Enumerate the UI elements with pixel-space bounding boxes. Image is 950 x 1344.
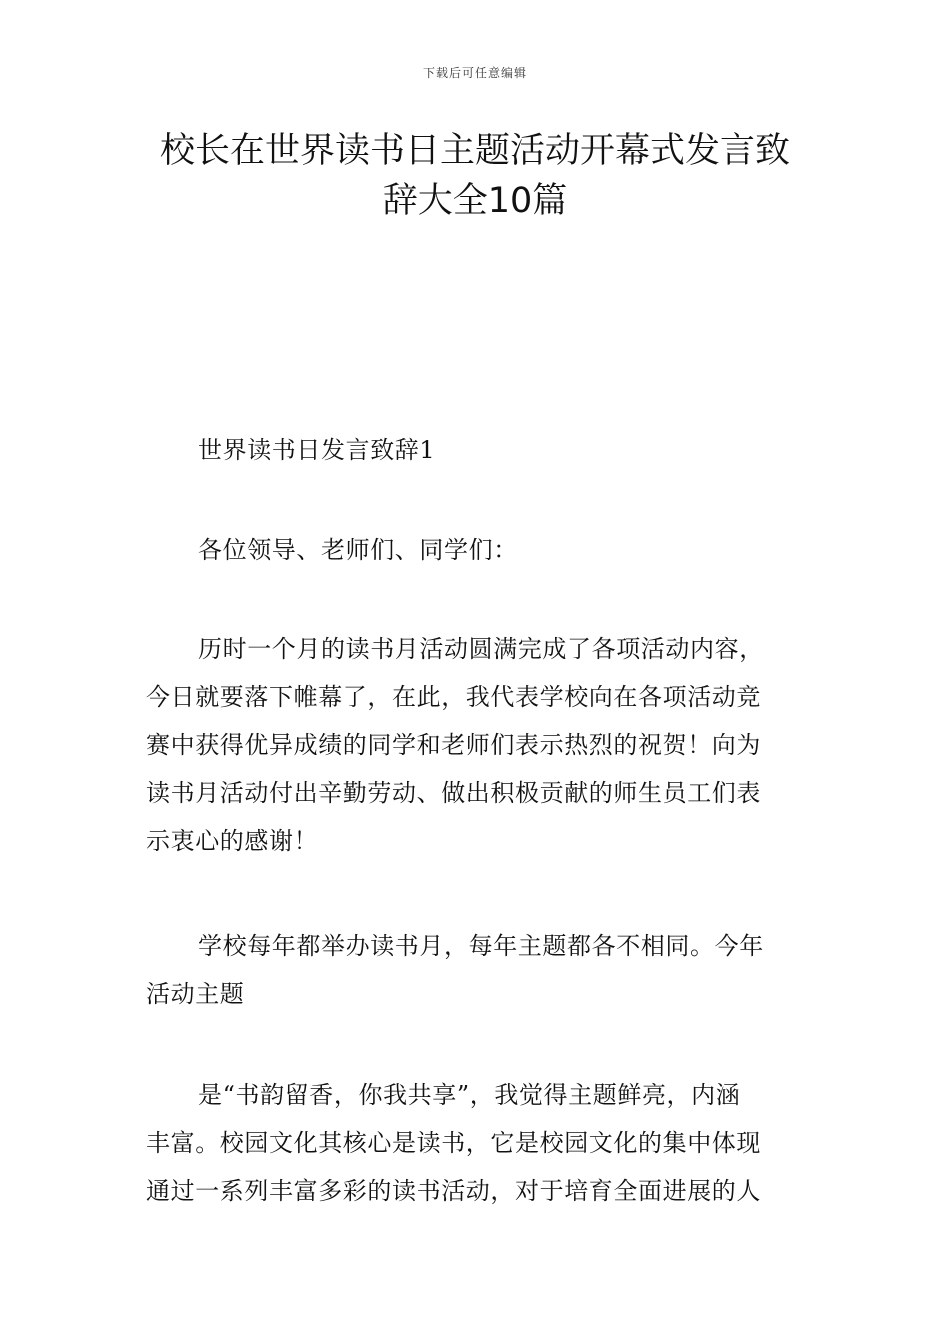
paragraph-line: 今日就要落下帷幕了，在此，我代表学校向在各项活动竞	[146, 683, 761, 711]
paragraph-line: 活动主题	[146, 980, 245, 1008]
document-title	[140, 126, 810, 226]
paragraph-line: 示衷心的感谢！	[146, 827, 319, 855]
title-line-2: 辞大全10篇	[382, 181, 568, 221]
paragraph-line: 历时一个月的读书月活动圆满完成了各项活动内容，	[198, 635, 764, 663]
body-paragraph	[146, 1071, 808, 1215]
paragraph-line: 通过一系列丰富多彩的读书活动，对于培育全面进展的人	[146, 1177, 761, 1205]
paragraph-line: 各位领导、老师们、同学们：	[198, 536, 518, 564]
paragraph-line: 赛中获得优异成绩的同学和老师们表示热烈的祝贺！向为	[146, 731, 761, 759]
section-heading	[146, 426, 808, 474]
body-paragraph	[146, 922, 808, 1018]
header-note: 下载后可任意编辑	[422, 66, 527, 80]
body-paragraph	[146, 625, 808, 865]
salutation	[146, 526, 808, 574]
title-line-1: 校长在世界读书日主题活动开幕式发言致	[159, 131, 790, 171]
paragraph-line: 丰富。校园文化其核心是读书，它是校园文化的集中体现	[146, 1129, 761, 1157]
paragraph-line: 是“书韵留香，你我共享”，我觉得主题鲜亮，内涵	[198, 1081, 741, 1109]
paragraph-line: 读书月活动付出辛勤劳动、做出积极贡献的师生员工们表	[146, 779, 761, 807]
paragraph-line: 世界读书日发言致辞1	[198, 436, 436, 464]
paragraph-line: 学校每年都举办读书月，每年主题都各不相同。今年	[198, 932, 764, 960]
